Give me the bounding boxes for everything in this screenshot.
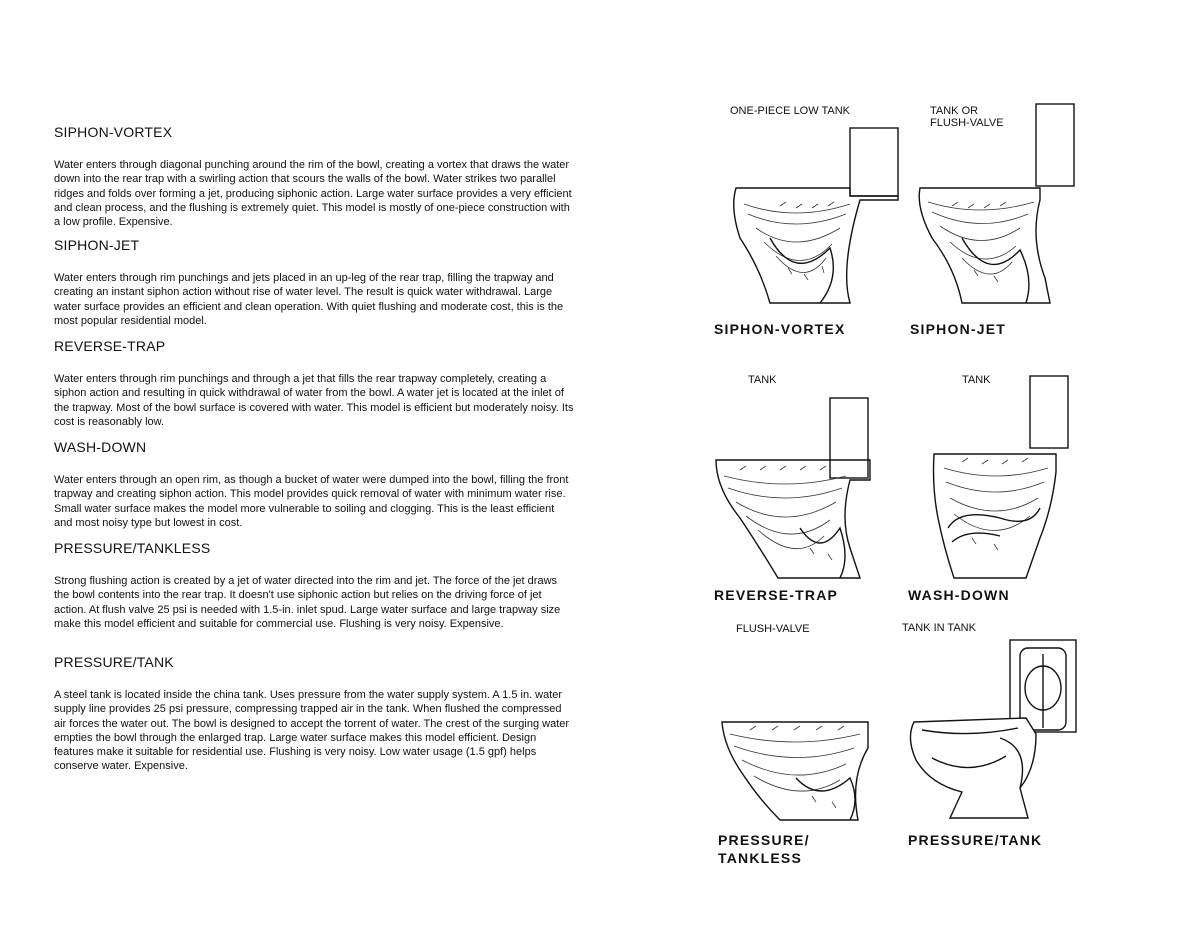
section-title: WASH-DOWN bbox=[54, 439, 147, 455]
diagram-pressure-tankless bbox=[718, 623, 868, 866]
section-title: REVERSE-TRAP bbox=[54, 338, 166, 354]
section-pressure-tankless bbox=[54, 540, 574, 631]
section-siphon-jet bbox=[54, 237, 574, 328]
section-pressure-tank bbox=[54, 654, 574, 774]
flow-lines bbox=[944, 468, 1048, 531]
callout-flush-valve: FLUSH-VALVE bbox=[736, 623, 810, 635]
flow-lines bbox=[724, 476, 846, 549]
diagram-siphon-vortex bbox=[714, 105, 898, 337]
bowl-outline bbox=[934, 454, 1057, 578]
section-title: PRESSURE/TANKLESS bbox=[54, 540, 211, 556]
section-reverse-trap bbox=[54, 338, 574, 429]
section-title: SIPHON-JET bbox=[54, 237, 140, 253]
flow-arrows bbox=[962, 458, 1028, 550]
section-body: A steel tank is located inside the china tank. Uses pressure from the water supply system. A 1.5 in. water supply line provides 25 psi pressure, compressing trapped air in the tank. When flushed the compressed air forces the water out. The bowl is designed to accept the torrent of water. The crest of the surging water empties the bowl through the enlarged trap. Large water surface makes this model efficient. Design features make it suitable for residential use. Flushing is very noisy. Low water usage (1.5 gpf) helps conserve water. Expensive. bbox=[54, 689, 570, 773]
section-body: Water enters through diagonal punching around the rim of the bowl, creating a vortex that draws the water down into the rear trap with a swirling action that scours the walls of the bowl. Water strikes two parallel ridges and folds over forming a jet, producing siphonic action. Large water surface provides a very efficient and clean process, and the flushing is extremely quiet. This model is mostly of one-piece construction with a low profile. Expensive. bbox=[54, 159, 572, 229]
trapway bbox=[948, 508, 1040, 542]
caption-wash-down: WASH-DOWN bbox=[908, 587, 1010, 603]
flow-lines bbox=[928, 202, 1034, 274]
caption-siphon-jet: SIPHON-JET bbox=[910, 321, 1007, 337]
caption-pressure-tankless-line2: TANKLESS bbox=[718, 850, 803, 866]
flow-lines bbox=[730, 734, 860, 791]
tank-shape bbox=[1036, 104, 1074, 186]
diagram-siphon-jet bbox=[910, 104, 1074, 337]
callout-one-piece-low-tank: ONE-PIECE LOW TANK bbox=[730, 105, 851, 117]
callout-tank-a: TANK bbox=[748, 374, 777, 386]
caption-pressure-tankless-line1: PRESSURE/ bbox=[718, 832, 810, 848]
flow-arrows bbox=[740, 466, 832, 560]
trapway bbox=[770, 238, 833, 303]
callout-tank-b: TANK bbox=[962, 374, 991, 386]
section-wash-down bbox=[54, 439, 574, 530]
flow-arrows bbox=[750, 726, 844, 808]
toilet-types-figure bbox=[700, 88, 1100, 878]
section-siphon-vortex bbox=[54, 124, 574, 229]
callout-tank-in-tank: TANK IN TANK bbox=[902, 622, 976, 634]
diagram-wash-down bbox=[908, 374, 1068, 603]
callout-tank-or: TANK OR bbox=[930, 105, 979, 117]
flow-arrows bbox=[952, 202, 1006, 282]
trapway bbox=[962, 238, 1029, 303]
diagram-reverse-trap bbox=[714, 374, 870, 603]
tank-shape bbox=[850, 128, 898, 196]
section-body: Strong flushing action is created by a jet of water directed into the rim and jet. The force of the jet draws the bowl contents into the rear trap. It doesn't use siphonic action but relies on the driving force of jet action. At flush valve 25 psi is needed with 1.5-in. inlet spud. Large water surface and large trapway size make this model efficient and suitable for commercial use. Flushing is very noisy. Expensive. bbox=[54, 575, 561, 630]
caption-siphon-vortex: SIPHON-VORTEX bbox=[714, 321, 846, 337]
section-body: Water enters through an open rim, as though a bucket of water were dumped into the bowl, filling the front trapway and creating siphon action. This model provides quick removal of water with minimum water rise. Small water surface makes the model more vulnerable to soiling and clogging. This is the least efficient and most noisy type but lowest in cost. bbox=[54, 474, 569, 529]
section-body: Water enters through rim punchings and through a jet that fills the rear trapway completely, creating a siphon action and resulting in quick withdrawal of water from the bowl. A water jet is located at the inlet of the trapway. Most of the bowl surface is covered with water. This model is efficient but moderately noisy. Its cost is reasonably low. bbox=[54, 373, 574, 428]
tank-shape bbox=[1030, 376, 1068, 448]
trapway bbox=[800, 528, 845, 578]
callout-flush-valve: FLUSH-VALVE bbox=[930, 117, 1004, 129]
caption-pressure-tank: PRESSURE/TANK bbox=[908, 832, 1043, 848]
section-title: PRESSURE/TANK bbox=[54, 654, 174, 670]
trapway bbox=[796, 778, 855, 820]
toilet-diagrams-svg bbox=[700, 88, 1100, 878]
caption-reverse-trap: REVERSE-TRAP bbox=[714, 587, 839, 603]
section-title: SIPHON-VORTEX bbox=[54, 124, 173, 140]
tank-shape bbox=[830, 398, 868, 478]
diagram-pressure-tank bbox=[902, 622, 1076, 848]
section-body: Water enters through rim punchings and jets placed in an up-leg of the rear trap, filling the trapway and creating an instant siphon action without rise of water level. The result is quick water withdrawal. Large water surface provides an efficient and clean operation. With quiet flushing and moderate cost, this is the most popular residential model. bbox=[54, 272, 564, 327]
